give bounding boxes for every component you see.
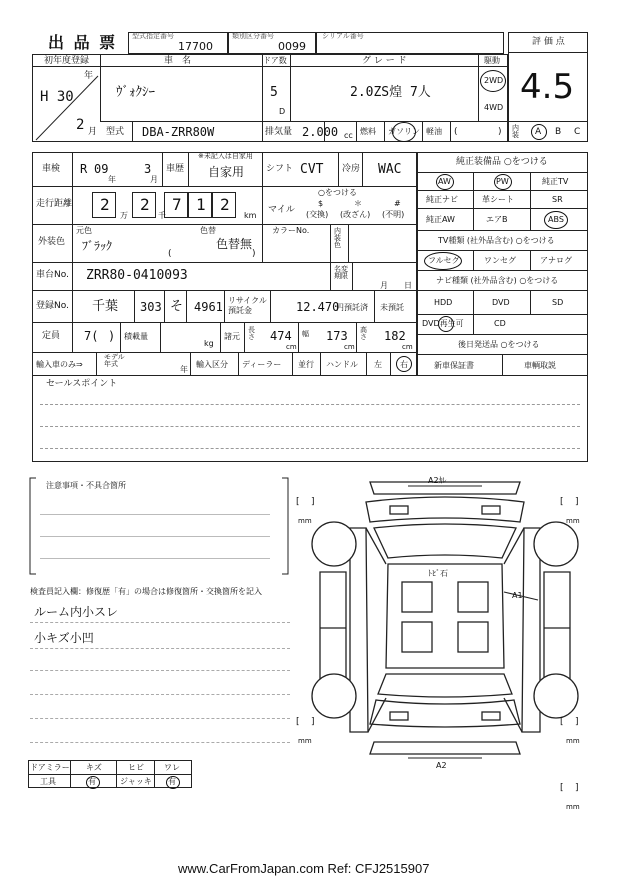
mileage-man-label: 万 xyxy=(120,211,128,220)
footer-reference: www.CarFromJapan.com Ref: CFJ2515907 xyxy=(178,861,430,876)
equip-airbag: エアB xyxy=(486,215,508,224)
equip-nav: 純正ナビ xyxy=(426,195,458,204)
capacity-value: 7( xyxy=(84,329,99,343)
inspection-month-label: 月 xyxy=(150,175,158,184)
width-label: 幅 xyxy=(302,330,309,338)
inspector-label: 検査員記入欄：修復歴「有」の場合は修復箇所・交換箇所を記入 xyxy=(30,587,262,596)
color-change-paren-close: ) xyxy=(252,249,256,259)
interior-c: C xyxy=(574,127,581,137)
modified-symbol: ＊ xyxy=(354,199,362,208)
registration-kana: そ xyxy=(170,299,184,314)
modified-label: (改ざん) xyxy=(340,210,371,219)
recycle-not-deposited: 未預託 xyxy=(380,303,404,312)
unknown-label: (不明) xyxy=(382,210,405,219)
tire-fl-mm: mm xyxy=(298,517,312,525)
height-cm: cm xyxy=(402,343,413,351)
handle-left: 左 xyxy=(374,360,382,369)
name-change-day: 日 xyxy=(404,281,412,290)
registration-number: 4961 xyxy=(194,300,223,314)
history-note: ※未記入は自家用 xyxy=(198,152,253,160)
legend-jack-circle xyxy=(166,776,180,789)
first-reg-year-label: 年 xyxy=(84,71,94,81)
tire-spare-mm: mm xyxy=(566,803,580,811)
exterior-color-label: 外装色 xyxy=(38,237,66,247)
mileage-digit-1: 2 xyxy=(100,195,110,214)
tv-type-header: TV種類 (社外品含む) ○をつける xyxy=(438,236,555,245)
displacement-value: 2.000 xyxy=(302,125,339,139)
model-year-label: モデル年式 xyxy=(104,353,125,368)
mileage-km-label: km xyxy=(244,211,257,220)
name-change-month: 月 xyxy=(380,281,388,290)
fuel-value: ガソリン xyxy=(388,127,420,136)
tire-rl-mm: mm xyxy=(298,737,312,745)
category-value: 0099 xyxy=(278,40,306,53)
rating-value: 4.5 xyxy=(520,67,575,107)
note-entry-2: 小キズ小凹 xyxy=(34,631,94,645)
color-change-label: 色替 xyxy=(200,226,216,235)
width-cm: cm xyxy=(344,343,355,351)
equip-aw-circle xyxy=(436,174,454,190)
grade-value: 2.0ZS煌 7人 xyxy=(350,85,431,100)
tire-fl-bracket: [ ] xyxy=(296,497,315,507)
inspection-label: 車検 xyxy=(42,164,61,174)
legend-jack-value: 有 xyxy=(168,777,176,786)
drive-4wd: 4WD xyxy=(484,103,504,112)
tire-rr-bracket: [ ] xyxy=(560,717,579,727)
chassis-label: 車台No. xyxy=(36,270,69,280)
interior-a: A xyxy=(535,127,542,137)
note-entry-1: ルーム内小スレ xyxy=(34,605,119,619)
nav-cd: CD xyxy=(494,319,506,328)
first-reg-month: 2 xyxy=(76,117,85,133)
history-label: 車歴 xyxy=(166,164,185,174)
color-no-label: カラーNo. xyxy=(272,226,310,235)
equip-sr: SR xyxy=(552,195,563,204)
rating-label: 評 価 点 xyxy=(532,37,565,47)
import-type-label: 輸入区分 xyxy=(196,360,228,369)
doors-value: 5 xyxy=(270,85,278,100)
tire-fr-mm: mm xyxy=(566,517,580,525)
height-value: 182 xyxy=(384,329,406,343)
interior-color-label: 内装色 xyxy=(334,227,341,249)
legend-tools-circle xyxy=(86,776,100,789)
width-value: 173 xyxy=(326,329,348,343)
grade-label: グ レ ー ド xyxy=(362,56,407,66)
mileage-label: 走行距離 xyxy=(36,199,73,209)
nav-hdd: HDD xyxy=(434,298,453,307)
capacity-value-close: ) xyxy=(108,329,116,343)
recycle-amount: 12.470 xyxy=(296,300,340,314)
drive-label: 駆動 xyxy=(484,56,500,65)
interior-a-circle xyxy=(531,124,547,140)
color-change-value: 色替無 xyxy=(216,237,253,251)
legend-header-mirror: ドアミラー xyxy=(30,763,70,772)
tire-spare-bracket: [ ] xyxy=(560,783,579,793)
caution-brackets xyxy=(28,476,290,576)
nav-dvd-playback-circle xyxy=(438,316,454,332)
doors-suffix: D xyxy=(279,107,286,116)
nav-dvd: DVD xyxy=(492,298,510,307)
drive-2wd: 2WD xyxy=(484,76,504,85)
ac-value: WAC xyxy=(378,162,402,177)
recycle-label: リサイクル預託金 xyxy=(228,296,267,315)
registration-region: 千葉 xyxy=(92,299,119,314)
chassis-value: ZRR80-0410093 xyxy=(86,268,188,283)
model-year-year: 年 xyxy=(180,365,188,374)
equip-leather: 革シート xyxy=(482,195,514,204)
legend-header-scratch: キズ xyxy=(86,763,102,772)
registration-class: 303 xyxy=(140,300,162,314)
model-type-value: DBA-ZRR80W xyxy=(142,125,215,139)
drive-2wd-circle xyxy=(480,70,506,92)
diagram-label-bottom: A2 xyxy=(436,761,447,770)
model-type-label: 型式 xyxy=(106,127,125,137)
legend-header-break: ワレ xyxy=(164,763,180,772)
nav-dvd-playback: DVD再生可 xyxy=(422,319,464,328)
inspection-year: 09 xyxy=(94,162,109,176)
load-kg-label: kg xyxy=(204,339,214,348)
capacity-label: 定員 xyxy=(42,331,61,341)
fuel-circle xyxy=(392,122,416,142)
later-items-header: 後日発送品 ○をつける xyxy=(458,340,540,349)
legend-jack-label: ジャッキ xyxy=(120,777,152,786)
factory-equipment-header: 純正装備品 ○をつける xyxy=(456,157,548,167)
color-change-paren: ( xyxy=(168,249,172,259)
tv-analog: アナログ xyxy=(540,256,572,265)
interior-b: B xyxy=(555,127,562,137)
original-color-value: ﾌﾞﾗｯｸ xyxy=(82,239,113,253)
tire-fr-bracket: [ ] xyxy=(560,497,579,507)
legend-tools-value: 有 xyxy=(88,777,96,786)
later-manual: 車輌取説 xyxy=(524,361,556,370)
dims-label: 諸元 xyxy=(224,332,240,341)
handle-right: 右 xyxy=(400,360,408,369)
inspection-era: R xyxy=(80,162,88,176)
diagram-label-top: A2ｶﾚ xyxy=(428,476,447,485)
recycle-deposited: 円預託済 xyxy=(336,303,368,312)
shift-value: CVT xyxy=(300,162,324,177)
first-registration-label: 初年度登録 xyxy=(44,56,90,66)
tire-rr-mm: mm xyxy=(566,737,580,745)
tire-rl-bracket: [ ] xyxy=(296,717,315,727)
later-warranty: 新車保証書 xyxy=(434,361,474,370)
mileage-digit-4: 1 xyxy=(196,195,206,214)
tv-fullseg-circle xyxy=(424,252,462,270)
interior-label: 内装 xyxy=(512,124,519,139)
mileage-circle-note: ○をつける xyxy=(318,188,357,197)
equip-pw: PW xyxy=(496,177,509,186)
length-value: 474 xyxy=(270,329,292,343)
mileage-sen-label: 千 xyxy=(158,211,166,220)
equip-abs: ABS xyxy=(548,215,564,224)
height-label: 高さ xyxy=(360,326,367,341)
cc-label: cc xyxy=(344,131,353,140)
model-designation-label: 型式指定番号 xyxy=(132,32,174,40)
equip-pw-circle xyxy=(494,174,512,190)
displacement-label: 排気量 xyxy=(265,127,293,137)
equip-factory-aw: 純正AW xyxy=(426,215,455,224)
equip-aw: AW xyxy=(438,177,451,186)
diagram-label-center: ﾄﾋﾞ石 xyxy=(428,569,448,578)
model-designation-value: 17700 xyxy=(178,40,213,53)
nav-type-header: ナビ種類 (社外品含む) ○をつける xyxy=(436,276,559,285)
doors-label: ドア数 xyxy=(263,56,287,65)
original-color-label: 元色 xyxy=(76,226,92,235)
inspection-year-label: 年 xyxy=(108,175,116,184)
parallel-label: 並行 xyxy=(298,360,314,369)
caution-label: 注意事項・不具合箇所 xyxy=(46,481,126,490)
legend-tools-label: 工具 xyxy=(40,777,56,786)
diagram-label-right: A1 xyxy=(512,591,523,600)
dealer-label: ディーラー xyxy=(242,360,282,369)
legend-header-crack: ヒビ xyxy=(128,763,144,772)
import-only-label: 輸入車のみ⇒ xyxy=(36,360,83,369)
history-value: 自家用 xyxy=(208,165,245,179)
equip-tv: 純正TV xyxy=(542,177,569,186)
sales-point-label: セールスポイント xyxy=(46,379,118,389)
name-change-label: 名変期限 xyxy=(334,265,348,280)
exchange-label: (交換) xyxy=(306,210,329,219)
length-label: 長さ xyxy=(248,326,255,341)
fuel-label: 燃料 xyxy=(360,127,376,136)
light-oil-label: 軽油 xyxy=(426,127,442,136)
category-label: 類別区分番号 xyxy=(232,32,274,40)
light-oil-paren: ( xyxy=(454,127,458,137)
mileage-digit-2: 2 xyxy=(140,195,150,214)
car-name-label: 車 名 xyxy=(164,56,192,66)
sheet-title: 出 品 票 xyxy=(48,33,118,52)
car-name-value: ｳﾞｫｸｼｰ xyxy=(116,85,155,100)
first-reg-month-label: 月 xyxy=(88,127,98,137)
handle-right-circle xyxy=(396,356,412,372)
handle-label: ハンドル xyxy=(326,360,358,369)
mile-label: マイル xyxy=(268,205,295,215)
unknown-symbol: # xyxy=(394,199,401,208)
mileage-digit-5: 2 xyxy=(220,195,230,214)
shift-label: シフト xyxy=(266,164,294,174)
length-cm: cm xyxy=(286,343,297,351)
exchange-symbol: $ xyxy=(318,199,324,208)
serial-label: シリアル番号 xyxy=(322,32,364,40)
registration-label: 登録No. xyxy=(36,301,69,311)
light-oil-paren-close: ) xyxy=(498,127,502,137)
tv-fullseg: フルセグ xyxy=(428,256,460,265)
tv-oneseg: ワンセグ xyxy=(484,256,516,265)
first-reg-era-year: H 30 xyxy=(40,89,74,105)
nav-sd: SD xyxy=(552,298,564,307)
equip-abs-circle xyxy=(544,211,568,229)
load-label: 積載量 xyxy=(124,332,148,341)
ac-label: 冷房 xyxy=(342,164,361,174)
mileage-digit-3: 7 xyxy=(172,195,182,214)
inspection-month: 3 xyxy=(144,162,152,176)
